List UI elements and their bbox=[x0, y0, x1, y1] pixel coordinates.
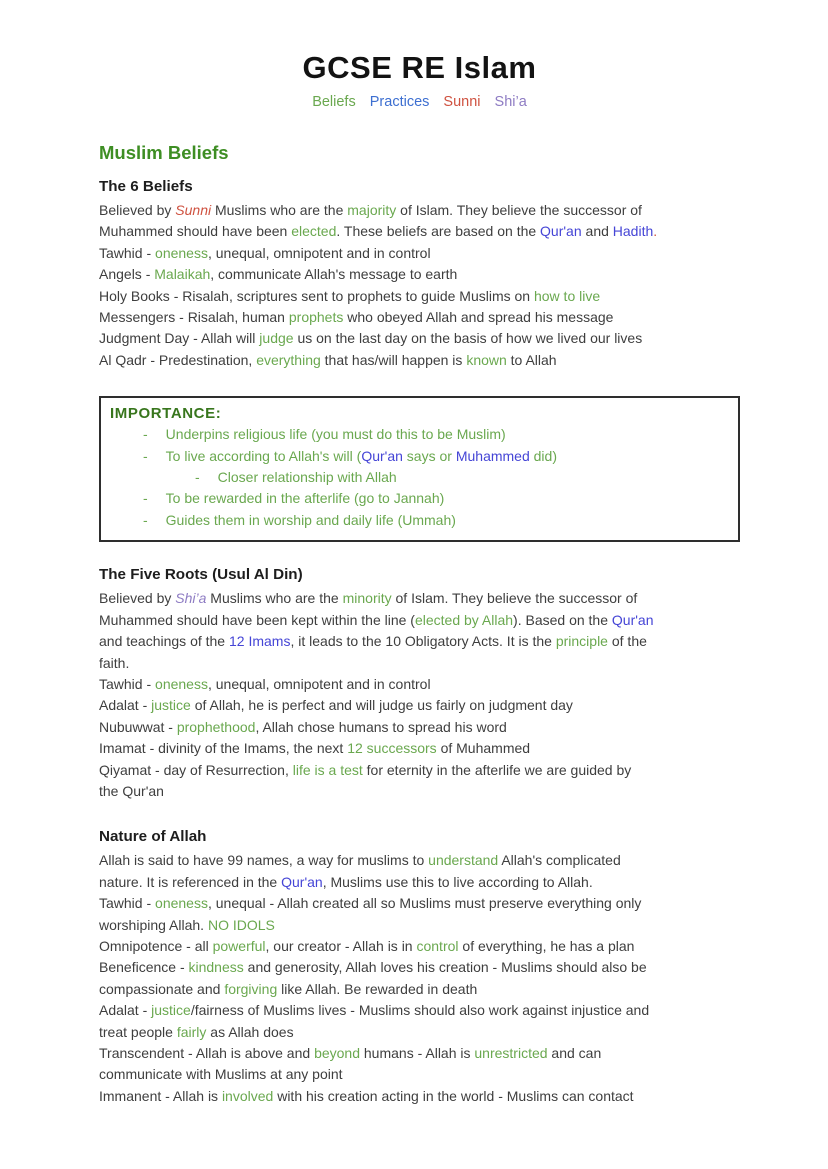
list-dash-marker: - bbox=[143, 426, 148, 443]
text-run: Qur'an bbox=[361, 447, 403, 464]
text-run: of Allah, he is perfect and will judge us fairly on judgment day bbox=[190, 697, 573, 714]
nav-links bbox=[99, 94, 740, 110]
text-run: faith. bbox=[99, 654, 130, 671]
text-run: elected bbox=[291, 223, 337, 240]
text-run: , unequal, omnipotent and in control bbox=[207, 675, 431, 692]
text-run: , communicate Allah's message to earth bbox=[210, 266, 458, 283]
text-run: and can bbox=[547, 1045, 602, 1061]
text-run: oneness bbox=[155, 675, 208, 692]
text-run: Transcendent - Allah is above and bbox=[99, 1045, 315, 1061]
text-line bbox=[99, 850, 740, 871]
list-item bbox=[110, 510, 728, 531]
text-run: Believed by bbox=[99, 202, 176, 218]
importance-box bbox=[99, 396, 740, 542]
text-run: prophethood bbox=[176, 718, 256, 735]
text-run: for eternity in the afterlife we are guided by bbox=[362, 761, 632, 778]
text-run: oneness bbox=[155, 244, 208, 261]
text-line bbox=[99, 872, 740, 893]
text-run: of everything, he has a plan bbox=[458, 937, 635, 954]
list-item bbox=[110, 446, 728, 467]
text-run: worshiping Allah. bbox=[99, 916, 208, 933]
text-run: oneness bbox=[155, 895, 208, 912]
text-run: 12 successors bbox=[347, 740, 437, 757]
text-run: unrestricted bbox=[474, 1045, 548, 1061]
text-line bbox=[99, 915, 740, 936]
section-title-muslim-beliefs: Muslim Beliefs bbox=[99, 142, 229, 163]
text-line bbox=[99, 781, 740, 802]
text-line bbox=[99, 588, 740, 609]
text-line bbox=[99, 307, 740, 328]
text-line bbox=[99, 631, 740, 652]
text-run: . These beliefs are based on the bbox=[336, 223, 541, 240]
text-line bbox=[99, 610, 740, 631]
nature-of-allah-text bbox=[99, 850, 740, 1107]
text-run: Muhammed bbox=[455, 447, 530, 464]
text-line bbox=[99, 221, 740, 242]
text-line bbox=[99, 695, 740, 716]
text-run: understand bbox=[428, 852, 499, 869]
text-run: and teachings of the bbox=[99, 633, 229, 650]
text-run: kindness bbox=[188, 959, 244, 976]
text-run: did) bbox=[529, 447, 557, 464]
text-run: , unequal - Allah created all so Muslims must preserve everything only bbox=[207, 895, 642, 912]
text-run: justice bbox=[151, 697, 191, 714]
text-run: control bbox=[416, 937, 459, 954]
text-line bbox=[99, 350, 740, 371]
text-line bbox=[99, 286, 740, 307]
text-run: Holy Books - Risalah, scriptures sent to prophets to guide Muslims on bbox=[99, 287, 534, 304]
text-run: Angels - bbox=[99, 266, 155, 283]
text-line bbox=[99, 674, 740, 695]
text-run: Allah is said to have 99 names, a way for muslims to bbox=[99, 852, 429, 869]
text-run: Tawhid - bbox=[99, 895, 156, 912]
nav-link-beliefs[interactable]: Beliefs bbox=[312, 94, 356, 110]
text-line bbox=[99, 893, 740, 914]
nav-link-practices[interactable]: Practices bbox=[369, 94, 430, 110]
text-line bbox=[99, 936, 740, 957]
text-run: Sunni bbox=[175, 202, 212, 218]
text-run: Qur'an bbox=[540, 223, 582, 240]
heading-six-beliefs: The 6 Beliefs bbox=[99, 178, 193, 195]
text-run: who obeyed Allah and spread his message bbox=[343, 309, 614, 326]
text-line bbox=[99, 1064, 740, 1085]
text-run: powerful bbox=[212, 937, 266, 954]
text-run: Believed by bbox=[99, 590, 176, 607]
text-run: life is a test bbox=[292, 761, 363, 778]
text-run: , Muslims use this to live according to Allah. bbox=[322, 873, 593, 890]
text-run: Adalat - bbox=[99, 1002, 152, 1019]
text-line bbox=[99, 738, 740, 759]
text-run: Adalat - bbox=[99, 697, 152, 714]
list-dash-marker: - bbox=[195, 469, 200, 486]
text-run: Nubuwwat - bbox=[99, 718, 177, 735]
list-dash-marker: - bbox=[143, 511, 148, 528]
text-run: of the bbox=[607, 633, 647, 650]
text-run: Shi’a bbox=[175, 590, 207, 607]
text-line bbox=[99, 760, 740, 781]
text-run: Underpins religious life (you must do this to be Muslim) bbox=[165, 426, 506, 443]
text-run: everything bbox=[256, 351, 321, 368]
text-run: . bbox=[653, 223, 658, 240]
text-run: us on the last day on the basis of how we lived our lives bbox=[293, 330, 643, 347]
text-run: ). Based on the bbox=[513, 611, 612, 628]
nav-link-sunni[interactable]: Sunni bbox=[443, 94, 481, 110]
text-run: of Islam. They believe the successor of bbox=[396, 202, 642, 218]
text-run: that has/will happen is bbox=[320, 351, 467, 368]
text-run: compassionate and bbox=[99, 980, 225, 997]
list-item bbox=[110, 424, 728, 445]
importance-heading: IMPORTANCE: bbox=[110, 405, 222, 423]
text-run: Qiyamat - day of Resurrection, bbox=[99, 761, 293, 778]
text-line bbox=[99, 1043, 740, 1064]
list-dash-marker: - bbox=[143, 447, 148, 464]
text-run: Muslims who are the bbox=[206, 590, 343, 607]
text-run: justice bbox=[151, 1002, 191, 1019]
five-roots-text bbox=[99, 588, 740, 802]
text-run: of Islam. They believe the successor of bbox=[391, 590, 638, 607]
heading-nature-of-allah: Nature of Allah bbox=[99, 828, 207, 846]
text-line bbox=[99, 653, 740, 674]
text-run: /fairness of Muslims lives - Muslims should also work against injustice and bbox=[190, 1002, 650, 1019]
text-run: the Qur'an bbox=[99, 782, 164, 799]
text-run: Tawhid - bbox=[99, 675, 156, 692]
text-run: Muhammed should have been bbox=[99, 223, 292, 240]
text-line bbox=[99, 717, 740, 738]
text-run: fairly bbox=[176, 1023, 207, 1040]
list-item bbox=[110, 488, 728, 509]
text-run: Qur'an bbox=[611, 611, 654, 628]
list-item bbox=[110, 467, 728, 488]
text-run: elected by Allah bbox=[414, 611, 514, 628]
text-run: how to live bbox=[533, 287, 601, 304]
text-run: Qur'an bbox=[281, 873, 323, 890]
text-run: beyond bbox=[314, 1045, 360, 1061]
text-line bbox=[99, 200, 740, 221]
text-run: and generosity, Allah loves his creation - Muslims should also be bbox=[243, 959, 647, 976]
text-run: humans - Allah is bbox=[360, 1045, 475, 1061]
text-run: Beneficence - bbox=[99, 959, 189, 976]
text-line bbox=[99, 243, 740, 264]
text-run: Muhammed should have been kept within the line ( bbox=[99, 611, 415, 628]
text-run: To be rewarded in the afterlife (go to Jannah) bbox=[165, 490, 445, 507]
text-run: judge bbox=[259, 330, 294, 347]
text-line bbox=[99, 328, 740, 349]
text-run: To live according to Allah's will ( bbox=[165, 447, 362, 464]
text-run: minority bbox=[342, 590, 392, 607]
list-dash-marker: - bbox=[143, 490, 148, 507]
text-run: , Allah chose humans to spread his word bbox=[255, 718, 507, 735]
text-run: Hadith bbox=[612, 223, 654, 240]
text-run: says or bbox=[402, 447, 456, 464]
text-run: Guides them in worship and daily life (Ummah) bbox=[165, 511, 456, 528]
text-line bbox=[99, 957, 740, 978]
text-run: forgiving bbox=[224, 980, 278, 997]
text-run: like Allah. Be rewarded in death bbox=[277, 980, 478, 997]
text-run: Closer relationship with Allah bbox=[217, 469, 397, 486]
text-line bbox=[99, 1022, 740, 1043]
text-run: , our creator - Allah is in bbox=[265, 937, 417, 954]
text-run: Al Qadr - Predestination, bbox=[99, 351, 257, 368]
six-beliefs-text bbox=[99, 200, 740, 371]
text-run: , it leads to the 10 Obligatory Acts. It is the bbox=[290, 633, 556, 650]
text-line bbox=[99, 979, 740, 1000]
text-run: to Allah bbox=[506, 351, 557, 368]
text-run: , unequal, omnipotent and in control bbox=[207, 244, 431, 261]
heading-five-roots: The Five Roots (Usul Al Din) bbox=[99, 566, 303, 584]
text-run: known bbox=[466, 351, 507, 368]
text-run: Judgment Day - Allah will bbox=[99, 330, 260, 347]
text-run: Muslims who are the bbox=[211, 202, 348, 218]
text-run: principle bbox=[555, 633, 608, 650]
text-line bbox=[99, 264, 740, 285]
text-run: NO IDOLS bbox=[207, 916, 275, 933]
text-run: communicate with Muslims at any point bbox=[99, 1066, 343, 1083]
text-run: Malaikah bbox=[154, 266, 211, 283]
text-run: Allah's complicated bbox=[498, 852, 621, 869]
text-run: Tawhid - bbox=[99, 244, 156, 261]
text-line bbox=[99, 1000, 740, 1021]
nav-link-shia[interactable]: Shi’a bbox=[494, 94, 527, 110]
text-run: with his creation acting in the world - Muslims can contact bbox=[273, 1087, 634, 1104]
text-run: Immanent - Allah is bbox=[99, 1087, 222, 1104]
text-run: involved bbox=[221, 1087, 274, 1104]
text-run: 12 Imams bbox=[229, 633, 291, 650]
text-run: and bbox=[581, 223, 613, 240]
text-run: prophets bbox=[288, 309, 344, 326]
text-run: Messengers - Risalah, human bbox=[99, 309, 289, 326]
importance-list bbox=[110, 424, 728, 531]
text-run: Imamat - divinity of the Imams, the next bbox=[99, 740, 348, 757]
text-run: treat people bbox=[99, 1023, 177, 1040]
text-run: Omnipotence - all bbox=[99, 937, 213, 954]
text-run: nature. It is referenced in the bbox=[99, 873, 282, 890]
text-run: as Allah does bbox=[206, 1023, 294, 1040]
page-title: GCSE RE Islam bbox=[302, 50, 537, 85]
text-line bbox=[99, 1086, 740, 1107]
text-run: of Muhammed bbox=[436, 740, 531, 757]
text-run: majority bbox=[347, 202, 397, 218]
